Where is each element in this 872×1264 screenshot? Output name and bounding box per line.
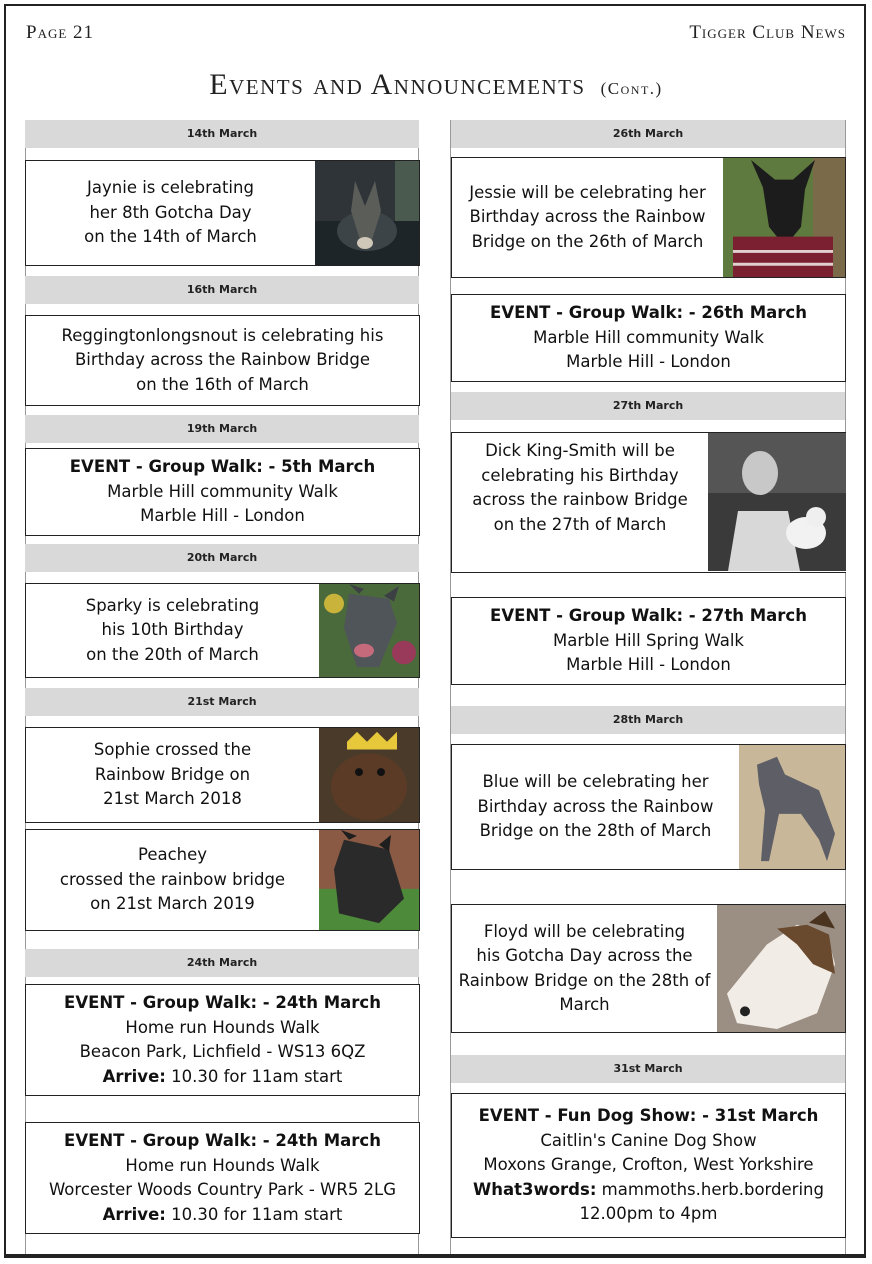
card-sparky [25,583,420,678]
peachey-line-1: Peachey [137,845,208,865]
walk-24th-a-name: Home run Hounds Walk [125,1017,320,1037]
blue-photo [739,745,845,869]
sparky-text [26,594,319,668]
walk-24th-b-name: Home run Hounds Walk [125,1155,320,1175]
sophie-line-1: Sophie crossed the [93,740,252,760]
sparky-line-2: his 10th Birthday [101,620,244,640]
dog-show-title: EVENT - Fun Dog Show: - 31st March [478,1106,819,1126]
walk-24th-a-text [26,991,419,1089]
card-walk-27th [451,597,846,685]
sparky-line-3: on the 20th of March [86,644,259,664]
card-floyd [451,904,846,1033]
sophie-photo [319,728,419,822]
walk-26th-place: Marble Hill - London [566,352,731,372]
dog-show-place: Moxons Grange, Crofton, West Yorkshire [483,1155,814,1175]
floyd-photo [717,905,845,1032]
jessie-line-2: Birthday across the Rainbow [469,207,706,227]
dog-show-time: 12.00pm to 4pm [579,1204,718,1224]
date-band-24th: 24th March [25,949,419,977]
walk-5th-place: Marble Hill - London [140,506,305,526]
floyd-line-2: his Gotcha Day across the [476,946,693,965]
walk-24th-a-place: Beacon Park, Lichfield - WS13 6QZ [79,1042,366,1061]
blue-line-3: Bridge on the 28th of March [479,821,712,841]
date-band-31st: 31st March [451,1055,845,1083]
card-peachey [25,829,420,931]
walk-24th-a-title: EVENT - Group Walk: - 24th March [64,993,381,1012]
dog-show-name: Caitlin's Canine Dog Show [540,1130,757,1150]
sophie-line-3: 21st March 2018 [103,789,242,809]
walk-26th-title: EVENT - Group Walk: - 26th March [490,303,807,323]
jaynie-text [26,176,315,250]
card-walk-24th-a [25,984,420,1096]
jessie-line-3: Bridge on the 26th of March [471,231,704,251]
jaynie-line-3: on the 14th of March [84,227,257,247]
walk-27th-name: Marble Hill Spring Walk [553,630,744,650]
dick-text [452,433,708,537]
date-band-14th: 14th March [25,120,419,148]
sophie-text [26,738,319,812]
reggington-line-1: Reggingtonlongsnout is celebrating his [61,325,384,345]
walk-24th-a-arrive-time: 10.30 for 11am start [171,1066,343,1086]
dog-show-w3w-label: What3words: [473,1179,597,1199]
newsletter-name: Tigger Club News [689,22,846,43]
sparky-line-1: Sparky is celebrating [85,595,260,615]
peachey-photo [319,830,419,930]
right-column-border [450,120,451,1254]
date-band-21st: 21st March [25,688,419,716]
walk-27th-title: EVENT - Group Walk: - 27th March [490,606,807,626]
blue-text [452,770,739,844]
floyd-line-3: Rainbow Bridge on the 28th of [458,970,711,990]
jaynie-line-1: Jaynie is celebrating [87,178,254,198]
floyd-text [452,920,717,1018]
reggington-line-3: on the 16th of March [136,374,309,394]
sophie-line-2: Rainbow Bridge on [94,764,251,784]
jessie-text [452,181,723,255]
walk-24th-a-arrive [32,1065,413,1090]
card-sophie [25,727,420,823]
floyd-line-4: March [559,995,610,1014]
date-band-28th: 28th March [451,706,845,734]
page-number: Page 21 [26,22,95,43]
reggington-line-2: Birthday across the Rainbow Bridge [74,350,371,370]
walk-24th-b-text [26,1129,419,1227]
peachey-text [26,843,319,917]
walk-24th-b-arrive-time: 10.30 for 11am start [171,1204,343,1224]
walk-27th-place: Marble Hill - London [566,655,731,675]
card-walk-26th [451,294,846,382]
dick-line-2: celebrating his Birthday [481,465,679,485]
dog-show-w3w [458,1178,839,1203]
jaynie-photo [315,161,419,265]
peachey-line-2: crossed the rainbow bridge [59,869,286,889]
dog-show-w3w-value: mammoths.herb.bordering [601,1179,824,1199]
walk-5th-text [26,455,419,529]
card-walk-24th-b [25,1122,420,1234]
right-column-border-right [845,120,846,1254]
title-cont: (Cont.) [600,79,663,98]
dick-line-4: on the 27th of March [493,514,667,534]
jaynie-line-2: her 8th Gotcha Day [89,202,252,222]
walk-24th-a-arrive-label: Arrive: [102,1066,166,1086]
walk-24th-b-place: Worcester Woods Country Park - WR5 2LG [48,1180,397,1199]
dick-photo [708,433,846,571]
card-jessie [451,157,846,278]
walk-24th-b-arrive-label: Arrive: [102,1204,166,1224]
date-band-26th: 26th March [451,120,845,148]
card-blue [451,744,846,870]
walk-26th-text [452,301,845,375]
walk-24th-b-title: EVENT - Group Walk: - 24th March [64,1131,381,1150]
date-band-16th: 16th March [25,276,419,304]
page-title [0,68,872,102]
jessie-photo [723,158,845,277]
dog-show-text [452,1104,845,1227]
card-dog-show [451,1093,846,1238]
dick-line-3: across the rainbow Bridge [472,490,688,509]
blue-line-2: Birthday across the Rainbow [477,796,714,816]
dick-line-1: Dick King-Smith will be [485,441,675,460]
walk-27th-text [452,604,845,678]
title-main: Events and Announcements [209,68,586,101]
walk-5th-name: Marble Hill community Walk [107,481,338,501]
card-jaynie [25,160,420,266]
card-walk-5th [25,448,420,536]
card-dick [451,432,846,573]
walk-5th-title: EVENT - Group Walk: - 5th March [69,457,376,477]
card-reggington [25,315,420,406]
jessie-line-1: Jessie will be celebrating her [469,182,706,202]
date-band-27th: 27th March [451,392,845,420]
walk-24th-b-arrive [32,1203,413,1228]
floyd-line-1: Floyd will be celebrating [483,921,686,941]
blue-line-1: Blue will be celebrating her [482,772,709,792]
date-band-20th: 20th March [25,544,419,572]
peachey-line-3: on 21st March 2019 [90,894,255,914]
reggington-text [26,324,419,398]
sparky-photo [319,584,419,677]
walk-26th-name: Marble Hill community Walk [533,327,764,347]
date-band-19th: 19th March [25,415,419,443]
